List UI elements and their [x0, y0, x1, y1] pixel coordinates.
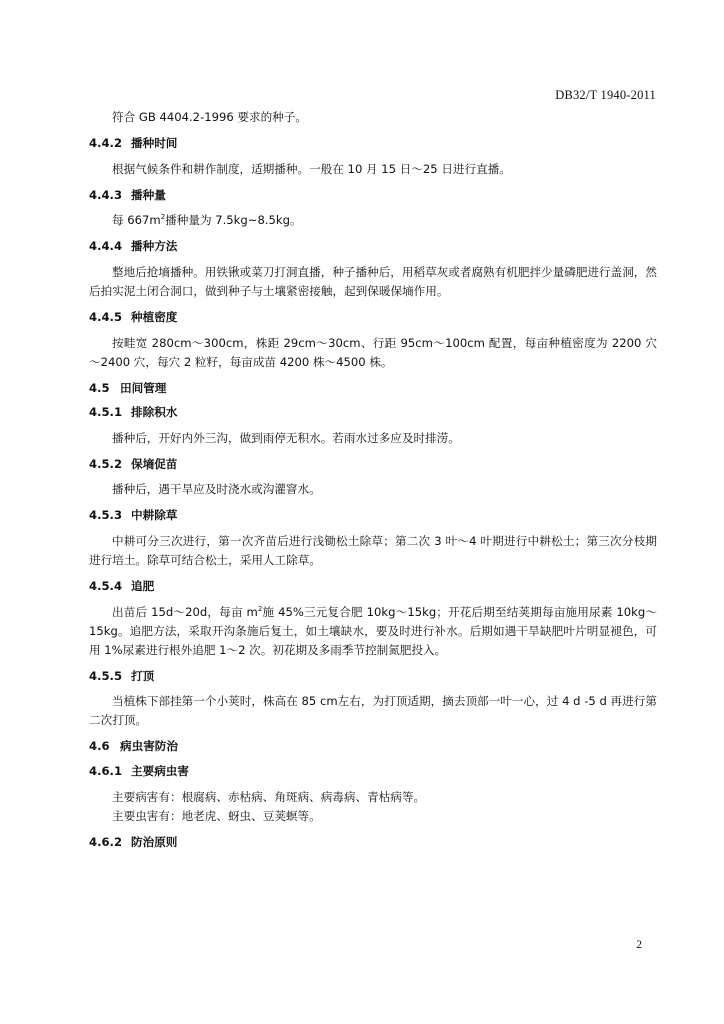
heading-title: 中耕除草 [131, 508, 178, 523]
heading-title: 打顶 [131, 668, 155, 683]
paragraph-sowing-time: 根据气候条件和耕作制度，适期播种。一般在 10 月 15 日～25 日进行直播。 [112, 161, 511, 176]
heading-number: 4.4.3 [89, 187, 123, 202]
heading-title: 保墒促苗 [131, 456, 178, 471]
heading-4-4-3 [89, 188, 657, 204]
heading-4-5-5 [89, 669, 657, 685]
heading-title: 主要病虫害 [131, 764, 189, 779]
heading-4-5-1 [89, 405, 657, 421]
paragraph-topping: 当植株下部挂第一个小荚时，株高在 85 cm左右，为打顶适期，摘去顶部一叶一心，过 4 d -5 d 再进行第二次打顶。 [89, 694, 657, 728]
heading-4-6 [89, 739, 657, 755]
paragraph-fertilizing [89, 603, 657, 660]
paragraph-weeding: 中耕可分三次进行，第一次齐苗后进行浅锄松土除草；第二次 3 叶～4 叶期进行中耕松土；第三次分枝期进行培土。除草可结合松土，采用人工除草。 [89, 534, 657, 568]
heading-4-4-5 [89, 310, 657, 326]
superscript: 2 [257, 604, 263, 613]
text-part: 每 667m [112, 213, 161, 228]
paragraph-sowing-amount [89, 211, 657, 230]
heading-4-6-1 [89, 764, 657, 780]
heading-4-5-4 [89, 579, 657, 595]
heading-number: 4.5 [89, 380, 110, 395]
paragraph-drain-water: 播种后，开好内外三沟，做到雨停无积水。若雨水过多应及时排涝。 [112, 430, 460, 445]
heading-number: 4.5.3 [89, 508, 123, 523]
heading-number: 4.5.1 [89, 405, 123, 420]
text-part: 播种量为 7.5kg~8.5kg。 [165, 213, 302, 228]
heading-4-5 [89, 381, 657, 397]
heading-number: 4.4.5 [89, 309, 123, 324]
text-part: 施 45%三元复合肥 10kg～15kg；开花后期至结荚期每亩施用尿素 10kg～15kg。追肥方法，采取开沟条施后复土，如土壤缺水，要及时进行补水。后期如遇干旱缺肥叶片明显褪色，可用 1%尿素进行根外追肥 1～2 次。初花期及多雨季节控制氮肥投入。 [89, 604, 657, 657]
heading-4-5-2 [89, 457, 657, 473]
heading-title: 播种时间 [131, 136, 178, 150]
document-body [89, 108, 657, 850]
heading-number: 4.4.2 [89, 136, 123, 150]
heading-4-4-4 [89, 239, 657, 255]
heading-number: 4.6.1 [89, 764, 123, 779]
paragraph-main-pests: 主要虫害有：地老虎、蚜虫、豆荚螟等。 [112, 808, 321, 823]
heading-title: 播种量 [131, 187, 166, 202]
heading-title: 防治原则 [131, 834, 178, 849]
heading-number: 4.4.4 [89, 239, 123, 254]
page-number: 2 [636, 939, 642, 951]
heading-4-5-3 [89, 508, 657, 524]
heading-number: 4.6 [89, 739, 110, 754]
heading-title: 种植密度 [131, 309, 178, 324]
heading-title: 病虫害防治 [120, 739, 178, 754]
heading-4-6-2 [89, 835, 657, 851]
heading-title: 播种方法 [131, 239, 178, 254]
heading-number: 4.6.2 [89, 834, 123, 849]
text-part: 出苗后 15d～20d，每亩 m [112, 604, 258, 619]
heading-title: 田间管理 [120, 380, 167, 395]
paragraph-main-diseases: 主要病害有：根腐病、赤枯病、角斑病、病毒病、青枯病等。 [112, 789, 426, 804]
heading-number: 4.5.2 [89, 456, 123, 471]
paragraph-seed-standard: 符合 GB 4404.2-1996 要求的种子。 [112, 110, 307, 124]
heading-4-4-2 [89, 136, 657, 152]
heading-title: 排除积水 [131, 405, 178, 420]
paragraph-sowing-method: 整地后抢墒播种。用铁锹或菜刀打洞直播，种子播种后，用稻草灰或者腐熟有机肥拌少量磷肥进行盖洞，然后拍实泥土闭合洞口，做到种子与土壤紧密接触，起到保暖保墒作用。 [89, 264, 657, 298]
heading-number: 4.5.5 [89, 668, 123, 683]
document-id: DB32/T 1940-2011 [555, 88, 656, 102]
heading-title: 追肥 [131, 579, 155, 594]
paragraph-planting-density: 按畦宽 280cm～300cm，株距 29cm～30cm、行距 95cm～100cm 配置，每亩种植密度为 2200 穴～2400 穴，每穴 2 粒籽，每亩成苗 4200 株～4500 株。 [89, 335, 657, 369]
superscript: 2 [160, 213, 166, 222]
heading-number: 4.5.4 [89, 579, 123, 594]
paragraph-moisture: 播种后，遇干旱应及时浇水或沟灌窨水。 [112, 482, 321, 497]
